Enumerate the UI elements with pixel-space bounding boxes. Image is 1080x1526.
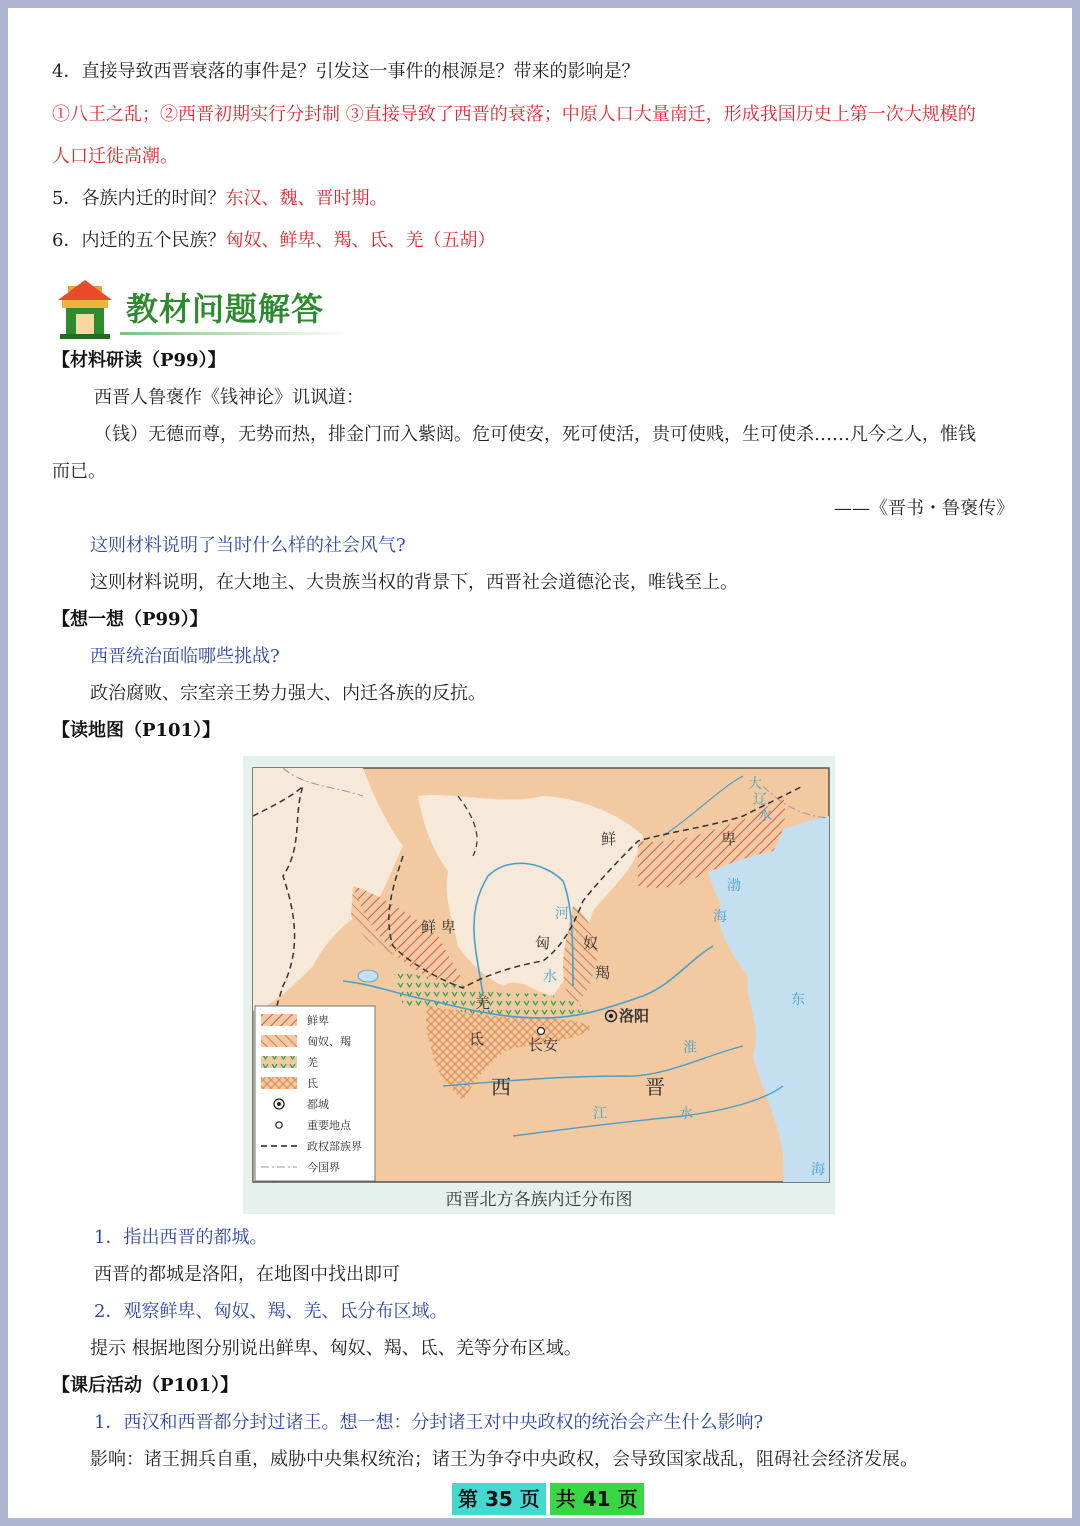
banner-underline	[120, 332, 350, 335]
q4-answer-line2: 人口迁徙高潮。	[52, 146, 178, 167]
sec1-heading: 【材料研读（P99）】	[52, 350, 226, 371]
map-legend	[255, 1006, 375, 1181]
label-xianbei-ne-1: 鲜	[601, 830, 617, 848]
q4-question: 4．直接导致西晋衰落的事件是？引发这一事件的根源是？带来的影响是？	[52, 61, 640, 82]
label-jin: 晋	[645, 1075, 665, 1099]
label-xiongnu-1: 匈	[535, 934, 551, 952]
sec1-question: 这则材料说明了当时什么样的社会风气?	[90, 535, 406, 556]
q6-answer: 匈奴、鲜卑、羯、氐、羌（五胡）	[225, 230, 496, 251]
sec1-answer: 这则材料说明，在大地主、大贵族当权的背景下，西晋社会道德沦丧，唯钱至上。	[90, 572, 738, 593]
label-shui3: 水	[758, 808, 772, 824]
changan-marker	[538, 1028, 545, 1035]
label-qiang: 羌	[475, 994, 491, 1012]
page-number: 35	[484, 1487, 513, 1511]
page-footer	[452, 1483, 644, 1515]
legend-xiongnu-jie: 匈奴、羯	[307, 1035, 351, 1048]
map-figure	[243, 756, 835, 1214]
total-label-1: 共	[555, 1487, 576, 1511]
legend-place-icon	[276, 1122, 282, 1128]
label-liao: 辽	[753, 792, 767, 808]
label-shui2: 水	[679, 1106, 693, 1122]
page-number-badge	[452, 1483, 546, 1515]
sec4-answer: 影响：诸王拥兵自重，威胁中央集权统治；诸王为争夺中央政权，会导致国家战乱，阻碍社会经济发展。	[90, 1449, 918, 1470]
sec1-intro: 西晋人鲁褒作《钱神论》讥讽道：	[94, 387, 364, 408]
label-changan: 长安	[528, 1036, 559, 1054]
q6-question: 6．内迁的五个民族？	[52, 230, 226, 251]
banner-title: 教材问题解答	[126, 290, 325, 328]
total-number: 41	[582, 1487, 611, 1511]
label-shui: 水	[543, 969, 557, 985]
legend-di: 氐	[307, 1077, 318, 1090]
sec1-quote-line1: （钱）无德而尊，无势而热，排金门而入紫闼。危可使安，死可使活，贵可使贱，生可使杀……凡今之人，惟钱	[94, 424, 976, 445]
sec3-q1: 1．指出西晋的都城。	[94, 1227, 268, 1248]
label-xi: 西	[491, 1075, 511, 1099]
q5-answer: 东汉、魏、晋时期。	[225, 188, 388, 209]
q5-question: 5．各族内迁的时间？	[52, 188, 226, 209]
migration-map	[243, 756, 835, 1188]
sec2-answer: 政治腐败、宗室亲王势力强大、内迁各族的反抗。	[90, 683, 486, 704]
label-jiang: 江	[593, 1106, 607, 1122]
sec3-a1: 西晋的都城是洛阳，在地图中找出即可	[94, 1264, 400, 1285]
label-xiongnu-2: 奴	[583, 934, 599, 952]
label-xianbei-ne-2: 卑	[721, 830, 737, 848]
page-label-1: 第	[458, 1487, 478, 1511]
sec3-a2: 提示 根据地图分别说出鲜卑、匈奴、羯、氐、羌等分布区域。	[90, 1338, 582, 1359]
label-dong: 东	[791, 992, 805, 1008]
legend-qiang: 羌	[307, 1056, 318, 1069]
legend-place: 重要地点	[307, 1119, 351, 1132]
label-he: 河	[555, 906, 569, 922]
label-hai: 海	[713, 909, 727, 925]
map-caption: 西晋北方各族内迁分布图	[445, 1190, 633, 1210]
sec2-heading: 【想一想（P99）】	[52, 609, 208, 630]
document-page	[8, 8, 1072, 1518]
page-label-2: 页	[519, 1487, 540, 1511]
q4-answer-line1: ①八王之乱；②西晋初期实行分封制 ③直接导致了西晋的衰落；中原人口大量南迁，形成我国历史上第一次大规模的	[52, 104, 976, 125]
sec4-question: 1．西汉和西晋都分封过诸王。想一想：分封诸王对中央政权的统治会产生什么影响?	[94, 1412, 764, 1433]
label-xianbei-w: 鲜 卑	[421, 918, 456, 936]
sec4-heading: 【课后活动（P101）】	[52, 1375, 239, 1396]
label-da: 大	[748, 776, 762, 792]
legend-xianbei: 鲜卑	[307, 1014, 329, 1027]
label-hai2: 海	[811, 1162, 825, 1178]
sec3-q2: 2．观察鲜卑、匈奴、羯、羌、氐分布区域。	[94, 1301, 448, 1322]
total-label-2: 页	[617, 1487, 638, 1511]
label-huai: 淮	[683, 1040, 697, 1056]
q6-line	[52, 229, 495, 253]
legend-capital: 都城	[307, 1098, 329, 1111]
total-pages-badge	[550, 1483, 644, 1515]
label-luoyang: 洛阳	[619, 1007, 650, 1025]
sec2-question: 西晋统治面临哪些挑战?	[90, 646, 280, 667]
label-jie: 羯	[595, 964, 611, 982]
label-di: 氐	[469, 1030, 485, 1048]
legend-regime-border: 政权部族界	[307, 1140, 362, 1153]
legend-modern-border: 今国界	[307, 1161, 340, 1174]
q5-line	[52, 187, 387, 211]
sec3-heading: 【读地图（P101）】	[52, 720, 221, 741]
sec1-source: ——《晋书・鲁褒传》	[834, 498, 1014, 519]
label-bo: 渤	[727, 878, 741, 894]
sec1-quote-line2: 而已。	[52, 461, 106, 482]
